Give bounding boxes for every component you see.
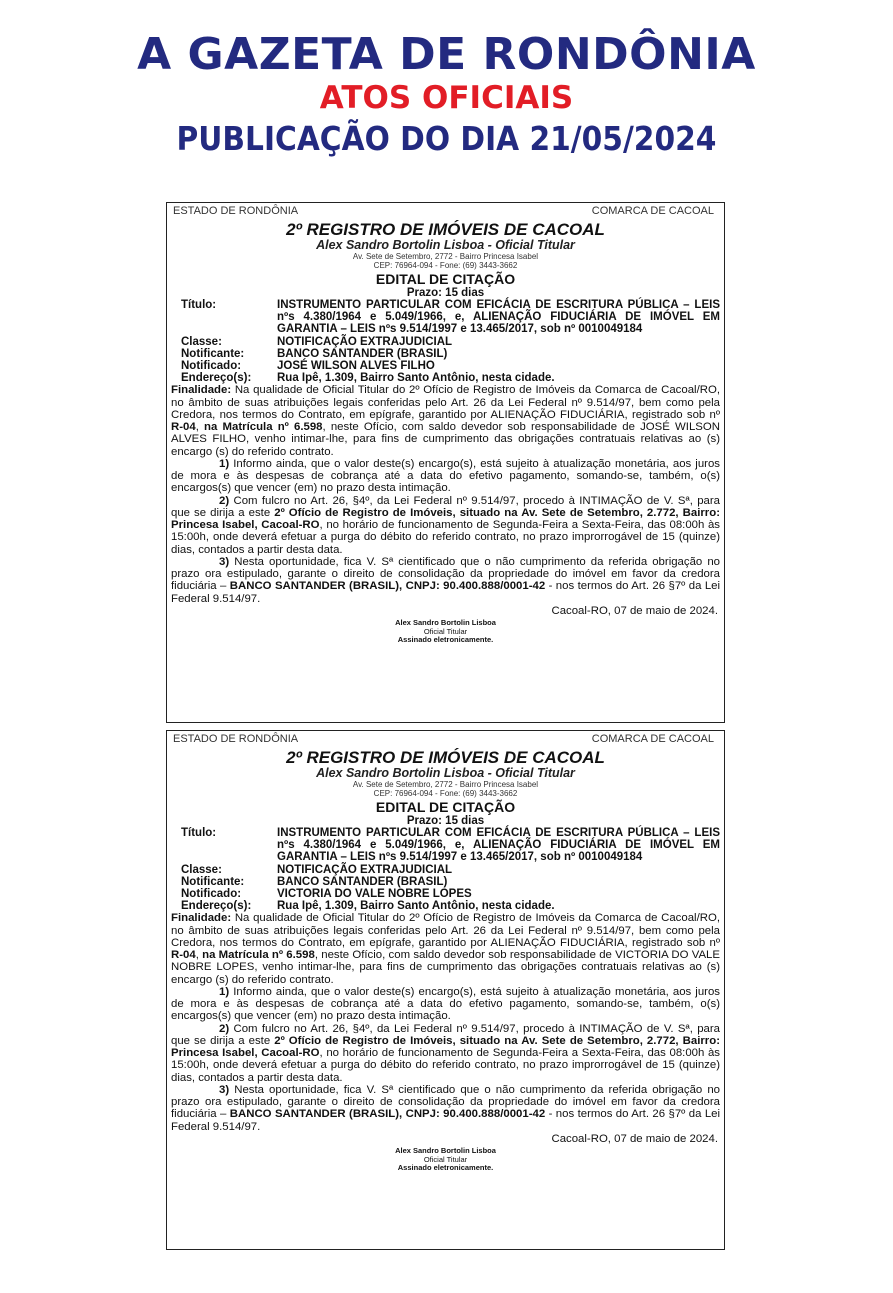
endereco-label: Endereço(s): bbox=[181, 372, 252, 385]
item-3-text-end: - nos termos do Art. 26 §7º da Lei Federal 9.514/97. bbox=[171, 580, 721, 605]
classe-value: NOTIFICAÇÃO EXTRAJUDICIAL bbox=[277, 863, 453, 876]
creditor-cnpj: BANCO SANTANDER (BRASIL), CNPJ: 90.400.888/0001-42 bbox=[229, 1108, 546, 1121]
finalidade-text-end: , neste Ofício, com saldo devedor sob responsabilidade de JOSÉ WILSON ALVES FILHO, venho intimar-lhe, para fins de cumprimento das obrigações contratuais relativas ao (s) encargo (s) do referido contrato. bbox=[171, 421, 720, 458]
notificado-row bbox=[171, 888, 720, 900]
office-name: 2º REGISTRO DE IMÓVEIS DE CACOAL bbox=[286, 748, 605, 767]
office-address: Av. Sete de Setembro, 2772 - Bairro Princesa Isabel bbox=[352, 252, 539, 261]
finalidade-sep: , bbox=[195, 949, 203, 962]
registration-number: R-04 bbox=[171, 949, 196, 962]
creditor-cnpj: BANCO SANTANDER (BRASIL), CNPJ: 90.400.888/0001-42 bbox=[229, 580, 546, 593]
item-1-number: 1) bbox=[219, 457, 230, 470]
endereco-row bbox=[171, 900, 720, 912]
finalidade-paragraph bbox=[171, 912, 720, 986]
document-title: EDITAL DE CITAÇÃO bbox=[375, 271, 516, 287]
item-2-number: 2) bbox=[219, 494, 230, 507]
classe-label: Classe: bbox=[181, 863, 222, 876]
office-address: Av. Sete de Setembro, 2772 - Bairro Princesa Isabel bbox=[352, 780, 539, 789]
titulo-value: INSTRUMENTO PARTICULAR COM EFICÁCIA DE ESCRITURA PÚBLICA – LEIS nºs 4.380/1964 e 5.049/1966, e, ALIENAÇÃO FIDUCIÁRIA DE IMÓVEL EM GARANTIA – LEIS nºs 9.514/1997 e 13.465/2017, sob nº 0010049184 bbox=[277, 299, 720, 336]
classe-row bbox=[171, 336, 720, 348]
officer-name: Alex Sandro Bortolin Lisboa - Oficial Titular bbox=[316, 238, 575, 252]
titulo-row bbox=[171, 299, 720, 336]
item-1-text: Informo ainda, que o valor deste(s) encargo(s), está sujeito à atualização monetária, aos juros de mora e às despesas de cobrança até a data do efetivo pagamento, somando-se, também, o(s) encargos(s) que vencer (em) no prazo desta intimação. bbox=[171, 457, 720, 495]
item-3-paragraph bbox=[171, 556, 720, 605]
item-2-text: Com fulcro no Art. 26, §4º, da Lei Federal nº 9.514/97, procedo à INTIMAÇÃO de V. Sª, para que se dirija a este bbox=[171, 494, 720, 519]
matricula-number: na Matrícula nº 6.598 bbox=[204, 421, 323, 434]
notice-box bbox=[166, 730, 725, 1250]
deadline: Prazo: 15 dias bbox=[406, 287, 485, 299]
signature-block bbox=[171, 1147, 720, 1173]
endereco-value: Rua Ipê, 1.309, Bairro Santo Antônio, nesta cidade. bbox=[277, 900, 555, 913]
item-3-text: Nesta oportunidade, fica V. Sª cientificado que o não cumprimento da referida obrigação no prazo ora estipulado, garante o direito de consolidação da propriedade do imóvel em favor da credora fiduciária – bbox=[171, 1083, 720, 1121]
signer-name: Alex Sandro Bortolin Lisboa bbox=[395, 1146, 496, 1156]
notificante-value: BANCO SANTANDER (BRASIL) bbox=[277, 875, 448, 888]
item-3-number: 3) bbox=[219, 1083, 230, 1096]
city-date: Cacoal-RO, 07 de maio de 2024. bbox=[551, 1132, 718, 1145]
signature-status: Assinado eletronicamente. bbox=[397, 1163, 494, 1173]
item-2-paragraph bbox=[171, 495, 720, 556]
finalidade-text: Na qualidade de Oficial Titular do 2º Ofício de Registro de Imóveis da Comarca de Cacoal/RO, no âmbito de suas atribuições legais conferidas pelo Art. 26 da Lei Federal nº 9.514/97, bem como pela Credora, nos termos do Contrato, em epígrafe, garantido por ALIENAÇÃO FIDUCIÁRIA, registrado sob nº bbox=[171, 384, 720, 421]
endereco-value: Rua Ipê, 1.309, Bairro Santo Antônio, nesta cidade. bbox=[277, 372, 555, 385]
document-title: EDITAL DE CITAÇÃO bbox=[375, 799, 516, 815]
item-3-text: Nesta oportunidade, fica V. Sª cientificado que o não cumprimento da referida obrigação no prazo ora estipulado, garante o direito de consolidação da propriedade do imóvel em favor da credora fiduciária – bbox=[171, 555, 720, 593]
item-2-text-end: , no horário de funcionamento de Segunda-Feira a Sexta-Feira, das 08:00h às 15:00h, onde deverá efetuar a purga do débito do referido contrato, no prazo improrrogável de 15 (quinze) dias, contados a partir desta data. bbox=[171, 1047, 721, 1084]
notificado-label: Notificado: bbox=[181, 888, 242, 901]
item-2-text: Com fulcro no Art. 26, §4º, da Lei Federal nº 9.514/97, procedo à INTIMAÇÃO de V. Sª, para que se dirija a este bbox=[171, 1022, 720, 1047]
notice-header-row bbox=[171, 733, 720, 745]
office-name: 2º REGISTRO DE IMÓVEIS DE CACOAL bbox=[286, 220, 605, 239]
item-3-text-end: - nos termos do Art. 26 §7º da Lei Federal 9.514/97. bbox=[171, 1108, 721, 1133]
signer-role: Oficial Titular bbox=[423, 626, 468, 636]
notificado-value: JOSÉ WILSON ALVES FILHO bbox=[277, 360, 435, 373]
newspaper-title: A GAZETA DE RONDÔNIA bbox=[137, 29, 756, 80]
finalidade-text: Na qualidade de Oficial Titular do 2º Ofício de Registro de Imóveis da Comarca de Cacoal/RO, no âmbito de suas atribuições legais conferidas pelo Art. 26 da Lei Federal nº 9.514/97, bem como pela Credora, nos termos do Contrato, em epígrafe, garantido por ALIENAÇÃO FIDUCIÁRIA, registrado sob nº bbox=[171, 912, 720, 949]
notificante-row bbox=[171, 348, 720, 360]
county-label: COMARCA DE CACOAL bbox=[591, 205, 714, 217]
office-contact: CEP: 76964-094 - Fone: (69) 3443-3662 bbox=[373, 261, 518, 270]
notice-box bbox=[166, 202, 725, 723]
item-3-paragraph bbox=[171, 1084, 720, 1133]
notificante-row bbox=[171, 876, 720, 888]
publication-date: PUBLICAÇÃO DO DIA 21/05/2024 bbox=[176, 119, 717, 158]
signature-status: Assinado eletronicamente. bbox=[397, 635, 494, 645]
officer-name: Alex Sandro Bortolin Lisboa - Oficial Titular bbox=[316, 766, 575, 780]
endereco-row bbox=[171, 372, 720, 384]
finalidade-paragraph bbox=[171, 384, 720, 458]
notificante-label: Notificante: bbox=[181, 875, 245, 888]
state-label: ESTADO DE RONDÔNIA bbox=[173, 733, 299, 745]
state-label: ESTADO DE RONDÔNIA bbox=[173, 205, 299, 217]
finalidade-sep: , bbox=[195, 421, 205, 434]
masthead bbox=[0, 30, 893, 158]
finalidade-label: Finalidade: bbox=[171, 384, 232, 397]
item-2-text-end: , no horário de funcionamento de Segunda-Feira a Sexta-Feira, das 08:00h às 15:00h, onde deverá efetuar a purga do débito do referido contrato, no prazo improrrogável de 15 (quinze) dias, contados a partir desta data. bbox=[171, 519, 721, 556]
signature-block bbox=[171, 619, 720, 645]
item-1-text: Informo ainda, que o valor deste(s) encargo(s), está sujeito à atualização monetária, aos juros de mora e às despesas de cobrança até a data do efetivo pagamento, somando-se, também, o(s) encargos(s) que vencer (em) no prazo desta intimação. bbox=[171, 985, 720, 1023]
item-3-number: 3) bbox=[219, 555, 230, 568]
finalidade-text-end: , neste Ofício, com saldo devedor sob responsabilidade de VICTORIA DO VALE NOBRE LOPES, venho intimar-lhe, para fins de cumprimento das obrigações contratuais relativas ao (s) encargo (s) do referido contrato. bbox=[171, 949, 720, 986]
notificante-value: BANCO SANTANDER (BRASIL) bbox=[277, 347, 448, 360]
notice-header-row bbox=[171, 205, 720, 217]
endereco-label: Endereço(s): bbox=[181, 900, 252, 913]
classe-row bbox=[171, 864, 720, 876]
matricula-number: na Matrícula nº 6.598 bbox=[202, 949, 315, 962]
titulo-row bbox=[171, 827, 720, 864]
item-2-paragraph bbox=[171, 1023, 720, 1084]
item-2-number: 2) bbox=[219, 1022, 230, 1035]
office-contact: CEP: 76964-094 - Fone: (69) 3443-3662 bbox=[373, 789, 518, 798]
notificante-label: Notificante: bbox=[181, 347, 245, 360]
notificado-label: Notificado: bbox=[181, 360, 242, 373]
signer-role: Oficial Titular bbox=[423, 1154, 468, 1164]
city-date: Cacoal-RO, 07 de maio de 2024. bbox=[551, 604, 718, 617]
titulo-label: Título: bbox=[181, 299, 217, 311]
titulo-label: Título: bbox=[181, 827, 217, 839]
notificado-value: VICTORIA DO VALE NOBRE LOPES bbox=[277, 888, 472, 901]
office-location: 2º Ofício de Registro de Imóveis, situado na Av. Sete de Setembro, 2.772, Bairro: Princesa Isabel, Cacoal-RO bbox=[171, 1034, 720, 1060]
finalidade-label: Finalidade: bbox=[171, 912, 232, 925]
registration-number: R-04 bbox=[171, 421, 196, 434]
county-label: COMARCA DE CACOAL bbox=[591, 733, 714, 745]
item-1-paragraph bbox=[171, 986, 720, 1023]
titulo-value: INSTRUMENTO PARTICULAR COM EFICÁCIA DE ESCRITURA PÚBLICA – LEIS nºs 4.380/1964 e 5.049/1966, e, ALIENAÇÃO FIDUCIÁRIA DE IMÓVEL EM GARANTIA – LEIS nºs 9.514/1997 e 13.465/2017, sob nº 0010049184 bbox=[277, 827, 720, 864]
section-title: ATOS OFICIAIS bbox=[319, 80, 574, 116]
signer-name: Alex Sandro Bortolin Lisboa bbox=[395, 618, 496, 628]
classe-value: NOTIFICAÇÃO EXTRAJUDICIAL bbox=[277, 335, 453, 348]
item-1-paragraph bbox=[171, 458, 720, 495]
deadline: Prazo: 15 dias bbox=[406, 815, 485, 827]
classe-label: Classe: bbox=[181, 335, 222, 348]
notificado-row bbox=[171, 360, 720, 372]
item-1-number: 1) bbox=[219, 985, 230, 998]
office-location: 2º Ofício de Registro de Imóveis, situado na Av. Sete de Setembro, 2.772, Bairro: Princesa Isabel, Cacoal-RO bbox=[171, 506, 720, 532]
